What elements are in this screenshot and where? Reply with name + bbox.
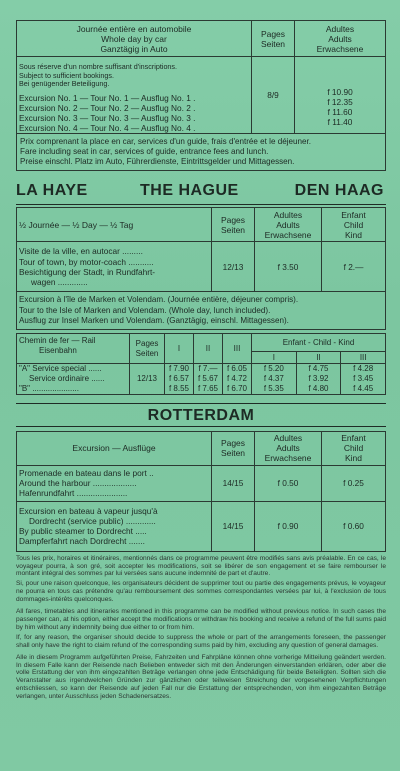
excursion-row-label: Excursion No. 2 — Tour No. 2 — Ausflug No. 2 . (19, 102, 196, 113)
note-line: Bei genügender Beteiligung. (19, 79, 110, 88)
city-tour-adult-price: f 3.50 (255, 242, 322, 292)
header-line: Enfant (341, 433, 366, 444)
hague-heading (16, 179, 386, 205)
note-line: Tour to the Isle of Marken and Volendam. (Whole day, lunch included). (19, 305, 271, 315)
header-line: Ganztägig in Auto (100, 43, 168, 54)
price: f 8.55 (168, 383, 189, 393)
terms-english: All fares, timetables and itineraries mentioned in this programme can be modified without previous notice. In such cases the passenger can, at his option, either accept the modifications or withdraw his booking and receive a refund of the full sums paid by him without any indemnity being due either to or from him. (16, 608, 386, 631)
pages-header (252, 21, 295, 57)
rotterdam-excursion-header: Excursion — Ausflüge (17, 431, 212, 465)
price: f 3.45 (353, 374, 374, 384)
excursion-row-label: Excursion No. 3 — Tour No. 3 — Ausflug No. 3 . (19, 112, 196, 123)
price: f 6.05 (226, 364, 247, 374)
content-frame (16, 14, 386, 701)
header-line: Child (343, 219, 364, 230)
car-excursions-table (16, 20, 386, 171)
note-line: Sous réserve d'un nombre suffisant d'inscriptions. (19, 62, 178, 71)
header-line: Erwachsene (264, 229, 312, 240)
header-line: Adultes (325, 23, 355, 34)
header-line: Enfant (341, 209, 366, 220)
row-line: By public steamer to Dordrecht ..... (19, 526, 147, 537)
header-line: Adultes (273, 209, 303, 220)
harbour-tour-label (17, 465, 212, 501)
rail-row-label: Service ordinaire ...... (29, 374, 105, 384)
row-line: Hafenrundfahrt ...................... (19, 488, 128, 499)
header-line: Pages (260, 28, 286, 39)
row-line: Dordrecht (service public) ............. (29, 515, 156, 526)
child-class-iii-header: III (341, 352, 386, 364)
terms-german: Alle in diesem Programm aufgeführten Preise, Fahrzeiten und Fahrpläne können ohne vorherige Mitteilung geändert werden. In diesem Falle kann der Reisende nach Belieben entweder sich mit den Änderungen einverstanden erklären, oder aber die volle Erstattung der von ihm eingezahlten Beträge verlangen ohne jede Entschädigung für beide Beteiligten. Sollten sich die Veranstalter aus irgendwelchen Gründen zur gänzlichen oder teilweisen Streichung der vorgesehenen Verpflichtungen entschliessen, so kann der Reisende auf jeden Fall nur die Erstattung der entsprechenden, von ihm eingezahlten Beträge verlangen, unter Ausschluss jeden Schadenersatzes. (16, 653, 386, 701)
header-line: Erwachsene (264, 453, 312, 464)
price: f 5.20 (263, 364, 284, 374)
heading-fr: LA HAYE (16, 182, 88, 200)
price: f 4.80 (308, 383, 329, 393)
class-i-header: I (165, 334, 194, 364)
header-line: Seiten (135, 348, 159, 358)
adults-header (295, 21, 386, 57)
excursion-list (17, 57, 252, 134)
header-line: Adults (276, 219, 300, 230)
header-line: Child (343, 443, 364, 454)
rail-child-i (252, 364, 297, 394)
heading-en: THE HAGUE (140, 182, 239, 200)
note-line: Preise einschl. Platz im Auto, Führerdienste, Eintrittsgelder und Mittagessen. (20, 157, 295, 167)
price: f 4.45 (353, 383, 374, 393)
class-iii-header: III (223, 334, 252, 364)
excursion-price: f 11.60 (327, 107, 353, 117)
note-line: Subject to sufficient bookings. (19, 70, 114, 80)
rotterdam-title: ROTTERDAM (147, 406, 255, 424)
price-includes-note (17, 133, 386, 171)
harbour-tour-adult-price: f 0.50 (255, 465, 322, 501)
harbour-tour-pages: 14/15 (212, 465, 255, 501)
header-line: Seiten (260, 38, 286, 49)
note-line: Prix comprenant la place en car, services d'un guide, frais d'entrée et le déjeuner. (20, 136, 312, 146)
row-line: Excursion en bateau à vapeur jusqu'à (19, 505, 158, 516)
dordrecht-pages: 14/15 (212, 501, 255, 551)
hague-table (16, 207, 386, 330)
price: f 3.92 (308, 374, 329, 384)
pages-header (212, 208, 255, 242)
row-line: Visite de la ville, en autocar ......... (19, 246, 143, 257)
child-header (322, 208, 386, 242)
header-line: Pages (220, 438, 246, 449)
terms-english-2: If, for any reason, the organiser should decide to suppress the whole or part of the arrangements foreseen, the passenger shall only have the right to claim refund of the corresponding sums paid by him, excluding any question of general damages. (16, 633, 386, 649)
pages-header (130, 334, 165, 364)
rail-adult-iii (223, 364, 252, 394)
header-line: Kind (344, 229, 362, 240)
rail-header (17, 334, 130, 364)
rail-pages: 12/13 (130, 364, 165, 394)
excursion-pages: 8/9 (252, 57, 295, 134)
excursion-price: f 11.40 (327, 117, 353, 127)
row-line: Around the harbour ................... (19, 478, 137, 489)
city-tour-child-price: f 2.— (322, 242, 386, 292)
note-line: Fare including seat in car, services of guide, entrance fees and lunch. (20, 146, 269, 156)
note-line: Ausflug zur Insel Marken und Volendam. (Ganztägig, einschl. Mittagessen). (19, 315, 289, 325)
dordrecht-adult-price: f 0.90 (255, 501, 322, 551)
header-line: Adults (328, 33, 352, 44)
pages-header (212, 431, 255, 465)
child-header (322, 431, 386, 465)
terms-french: Tous les prix, horaires et itinéraires, mentionnés dans ce programme peuvent être modifiés sans avis préalable. En ce cas, le voyageur pourra, à son gré, soit accepter les modifications, soit se libérer de son engagement et se faire rembourser le montant intégral des sommes par lui versées sans aucune indemnité de part et d'autre. (16, 554, 386, 578)
header-line: Seiten (220, 448, 246, 459)
note-line: Excursion à l'île de Marken et Volendam. (Journée entière, déjeuner compris). (19, 295, 299, 305)
dordrecht-steamer-label (17, 501, 212, 551)
rail-row-label: "A" Service special ...... (19, 364, 102, 374)
child-class-header: Enfant - Child - Kind (252, 334, 386, 352)
header-line: Pages (135, 338, 159, 348)
terms-french-2: Si, pour une raison quelconque, les organisateurs décident de supprimer tout ou partie des engagements prévus, le voyageur ne pourra en tous cas prétendre qu'au remboursement des sommes correspondantes versées par lui, à l'exclusion de tous dommages-intérêts quelconques. (16, 580, 386, 604)
price: f 5.67 (197, 374, 218, 384)
price: f 7.90 (168, 364, 189, 374)
rail-child-ii (296, 364, 341, 394)
rail-row-label: "B" ..................... (19, 383, 79, 393)
rail-services (17, 364, 130, 394)
city-tour-pages: 12/13 (212, 242, 255, 292)
price: f 4.37 (263, 374, 284, 384)
header-line: Kind (344, 453, 362, 464)
price: f 7.— (198, 364, 218, 374)
price: f 4.72 (226, 374, 247, 384)
row-line: Dampferfahrt nach Dordrecht ....... (19, 536, 145, 547)
price: f 6.70 (226, 383, 247, 393)
header-line: Erwachsene (316, 43, 364, 54)
rail-table (16, 333, 386, 394)
marken-note (17, 292, 386, 330)
child-class-i-header: I (252, 352, 297, 364)
header-line: Pages (220, 214, 246, 225)
excursion-row-label: Excursion No. 1 — Tour No. 1 — Ausflug No. 1 . (19, 92, 196, 103)
rotterdam-heading (16, 403, 386, 427)
city-tour-label (17, 242, 212, 292)
excursion-price: f 10.90 (327, 87, 353, 97)
heading-nl: DEN HAAG (294, 182, 384, 200)
header-line: Seiten (220, 224, 246, 235)
fine-print (16, 555, 386, 701)
price: f 6.57 (168, 374, 189, 384)
harbour-tour-child-price: f 0.25 (322, 465, 386, 501)
row-line: Promenade en bateau dans le port .. (19, 467, 154, 478)
row-line: Besichtigung der Stadt, in Rundfahrt- (19, 266, 156, 277)
rail-adult-i (165, 364, 194, 394)
adults-header (255, 431, 322, 465)
excursion-row-label: Excursion No. 4 — Tour No. 4 — Ausflug No. 4 . (19, 122, 196, 133)
row-line: Tour of town, by motor-coach ........... (19, 256, 154, 267)
hague-day-header: ½ Journée — ½ Day — ½ Tag (17, 208, 212, 242)
header-line: Chemin de fer — Rail (19, 336, 96, 346)
dordrecht-child-price: f 0.60 (322, 501, 386, 551)
header-line: Adultes (273, 433, 303, 444)
car-excursions-header (17, 21, 252, 57)
header-line: Journée entière en automobile (76, 23, 192, 34)
class-ii-header: II (194, 334, 223, 364)
price: f 7.65 (197, 383, 218, 393)
header-line: Adults (276, 443, 300, 454)
rotterdam-table (16, 431, 386, 552)
child-class-ii-header: II (296, 352, 341, 364)
price: f 4.75 (308, 364, 329, 374)
rail-child-iii (341, 364, 386, 394)
excursion-prices (295, 57, 386, 134)
row-line: wagen ............. (31, 277, 88, 288)
price: f 5.35 (263, 383, 284, 393)
excursion-price: f 12.35 (327, 97, 353, 107)
adults-header (255, 208, 322, 242)
price: f 4.28 (353, 364, 374, 374)
header-line: Whole day by car (101, 33, 167, 44)
header-line: Eisenbahn (39, 346, 77, 356)
rail-adult-ii (194, 364, 223, 394)
